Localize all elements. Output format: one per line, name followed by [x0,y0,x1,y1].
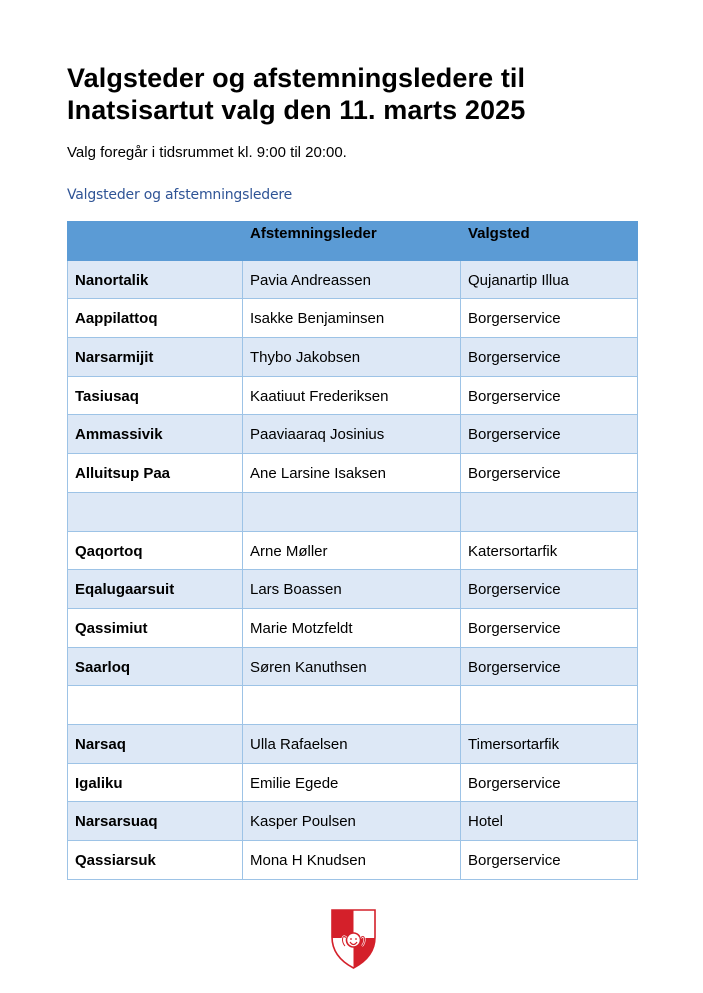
afstemningsleder-cell: Paaviaaraq Josinius [243,415,461,454]
valgsted-cell: Hotel [461,802,638,841]
title-line-1: Valgsteder og afstemningsledere til [67,63,526,93]
place-cell: Tasiusaq [68,376,243,415]
place-cell: Nanortalik [68,260,243,299]
afstemningsleder-cell: Kasper Poulsen [243,802,461,841]
valgsted-cell: Katersortarfik [461,531,638,570]
place-cell: Narsarmijit [68,338,243,377]
valgsted-cell: Borgerservice [461,647,638,686]
voting-hours-text: Valg foregår i tidsrummet kl. 9:00 til 20:00. [67,144,347,161]
place-cell: Qassiarsuk [68,841,243,880]
table-row [68,570,638,609]
table-row [68,376,638,415]
valgsted-cell: Borgerservice [461,608,638,647]
afstemningsleder-cell: Isakke Benjaminsen [243,299,461,338]
afstemningsleder-cell: Marie Motzfeldt [243,608,461,647]
valgsted-cell: Borgerservice [461,299,638,338]
place-cell: Qaqortoq [68,531,243,570]
header-afstemningsleder: Afstemningsleder [243,222,461,261]
polling-stations-table [67,221,638,880]
header-place [68,222,243,261]
place-cell [68,492,243,531]
place-cell: Qassimiut [68,608,243,647]
valgsted-cell: Borgerservice [461,376,638,415]
document-title [67,62,667,126]
afstemningsleder-cell: Thybo Jakobsen [243,338,461,377]
table-row [68,763,638,802]
afstemningsleder-cell [243,686,461,725]
section-heading: Valgsteder og afstemningsledere [67,187,293,203]
afstemningsleder-cell: Ane Larsine Isaksen [243,454,461,493]
table-row [68,260,638,299]
table-row [68,608,638,647]
table-body [68,260,638,879]
table-row [68,415,638,454]
place-cell: Narsarsuaq [68,802,243,841]
valgsted-cell: Borgerservice [461,570,638,609]
place-cell: Igaliku [68,763,243,802]
afstemningsleder-cell: Emilie Egede [243,763,461,802]
valgsted-cell [461,686,638,725]
valgsted-cell: Timersortarfik [461,724,638,763]
title-line-2: Inatsisartut valg den 11. marts 2025 [67,95,526,125]
table-row [68,338,638,377]
valgsted-cell [461,492,638,531]
valgsted-cell: Borgerservice [461,338,638,377]
table-row [68,802,638,841]
table-header-row [68,222,638,261]
table-row [68,841,638,880]
municipality-coat-of-arms-icon [331,909,376,969]
table-row [68,647,638,686]
table-row [68,724,638,763]
table-row [68,531,638,570]
afstemningsleder-cell: Lars Boassen [243,570,461,609]
place-cell: Alluitsup Paa [68,454,243,493]
afstemningsleder-cell: Ulla Rafaelsen [243,724,461,763]
place-cell: Aappilattoq [68,299,243,338]
afstemningsleder-cell: Mona H Knudsen [243,841,461,880]
table-row [68,299,638,338]
afstemningsleder-cell [243,492,461,531]
valgsted-cell: Qujanartip Illua [461,260,638,299]
place-cell: Ammassivik [68,415,243,454]
header-valgsted: Valgsted [461,222,638,261]
valgsted-cell: Borgerservice [461,415,638,454]
place-cell: Narsaq [68,724,243,763]
afstemningsleder-cell: Arne Møller [243,531,461,570]
table-row [68,454,638,493]
place-cell [68,686,243,725]
place-cell: Eqalugaarsuit [68,570,243,609]
valgsted-cell: Borgerservice [461,763,638,802]
afstemningsleder-cell: Pavia Andreassen [243,260,461,299]
place-cell: Saarloq [68,647,243,686]
afstemningsleder-cell: Kaatiuut Frederiksen [243,376,461,415]
table-row [68,686,638,725]
table-row [68,492,638,531]
valgsted-cell: Borgerservice [461,454,638,493]
afstemningsleder-cell: Søren Kanuthsen [243,647,461,686]
valgsted-cell: Borgerservice [461,841,638,880]
